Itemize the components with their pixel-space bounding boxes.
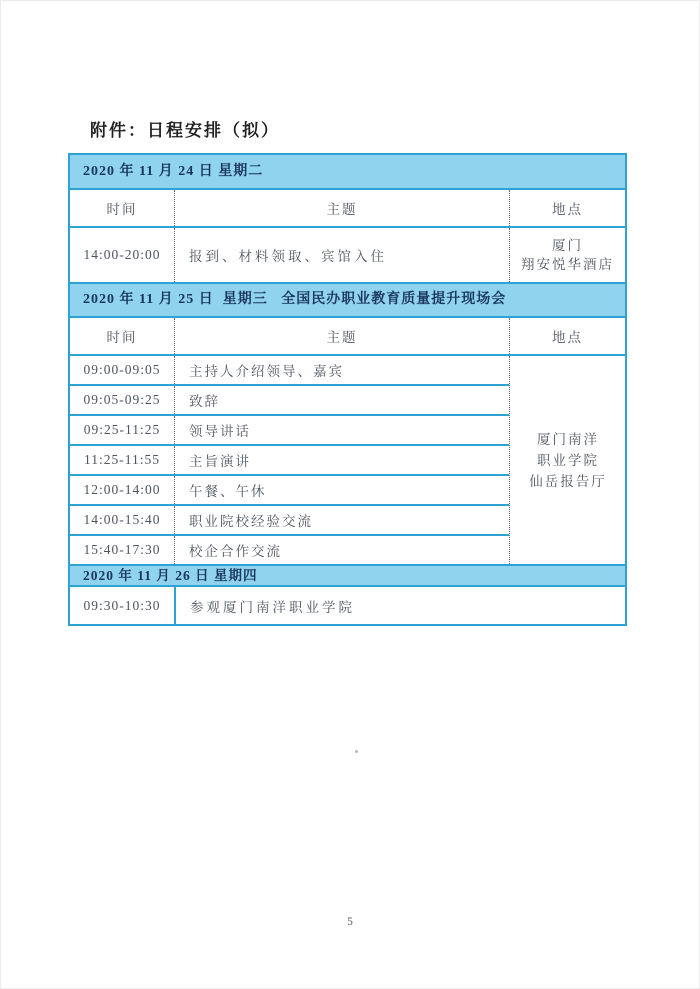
column-header-time: 时间 [106,202,138,217]
row-topic: 报到、材料领取、宾馆入住 [174,228,509,282]
column-header-time: 时间 [106,330,138,345]
table-row [70,534,509,564]
row-time: 11:25-11:55 [84,452,160,467]
table-row [70,444,509,474]
row-topic: 校企合作交流 [174,536,509,564]
column-header-topic: 主题 [174,318,509,354]
row-time: 09:25-11:25 [83,422,161,437]
section1-date-header: 2020 年 11 月 24 日 星期二 [70,155,625,190]
location-line: 厦门 [552,238,583,253]
schedule-table [68,153,627,626]
merged-location-cell [509,356,626,564]
table-row [70,228,625,282]
section1-column-header-row [70,190,625,228]
row-time: 15:40-17:30 [83,542,161,557]
location-line: 翔安悦华酒店 [521,257,614,272]
page-number: 5 [347,916,353,928]
row-time: 12:00-14:00 [83,482,161,497]
attachment-title: 附件：日程安排（拟） [90,121,280,140]
section2-date-header: 2020 年 11 月 25 日 星期三 全国民办职业教育质量提升现场会 [70,282,625,318]
section2-column-header-row [70,318,625,356]
row-time: 14:00-20:00 [83,247,161,262]
table-row [70,356,509,384]
column-header-location: 地点 [509,318,625,354]
row-location [509,228,625,282]
table-row [70,587,625,624]
column-header-location: 地点 [509,190,625,226]
row-topic: 主持人介绍领导、嘉宾 [174,356,509,384]
row-topic: 领导讲话 [174,416,509,444]
location-line: 仙岳报告厅 [529,473,607,489]
location-line: 厦门南洋 [537,431,599,447]
row-time: 14:00-15:40 [83,512,161,527]
table-row [70,384,509,414]
row-topic: 致辞 [174,386,509,414]
table-row [70,504,509,534]
section3-date-header: 2020 年 11 月 26 日 星期四 [70,564,625,587]
column-header-topic: 主题 [174,190,509,226]
row-time: 09:00-09:05 [83,362,161,377]
row-topic: 职业院校经验交流 [174,506,509,534]
row-topic: 午餐、午休 [174,476,509,504]
scan-artifact-dot [355,750,358,753]
section2-rows [70,356,509,564]
section2-body [70,356,625,564]
row-time: 09:05-09:25 [83,392,161,407]
table-row [70,474,509,504]
row-topic: 主旨演讲 [174,446,509,474]
location-line: 职业学院 [537,452,599,468]
row-topic: 参观厦门南洋职业学院 [174,587,625,624]
table-row [70,414,509,444]
row-time: 09:30-10:30 [83,597,161,613]
